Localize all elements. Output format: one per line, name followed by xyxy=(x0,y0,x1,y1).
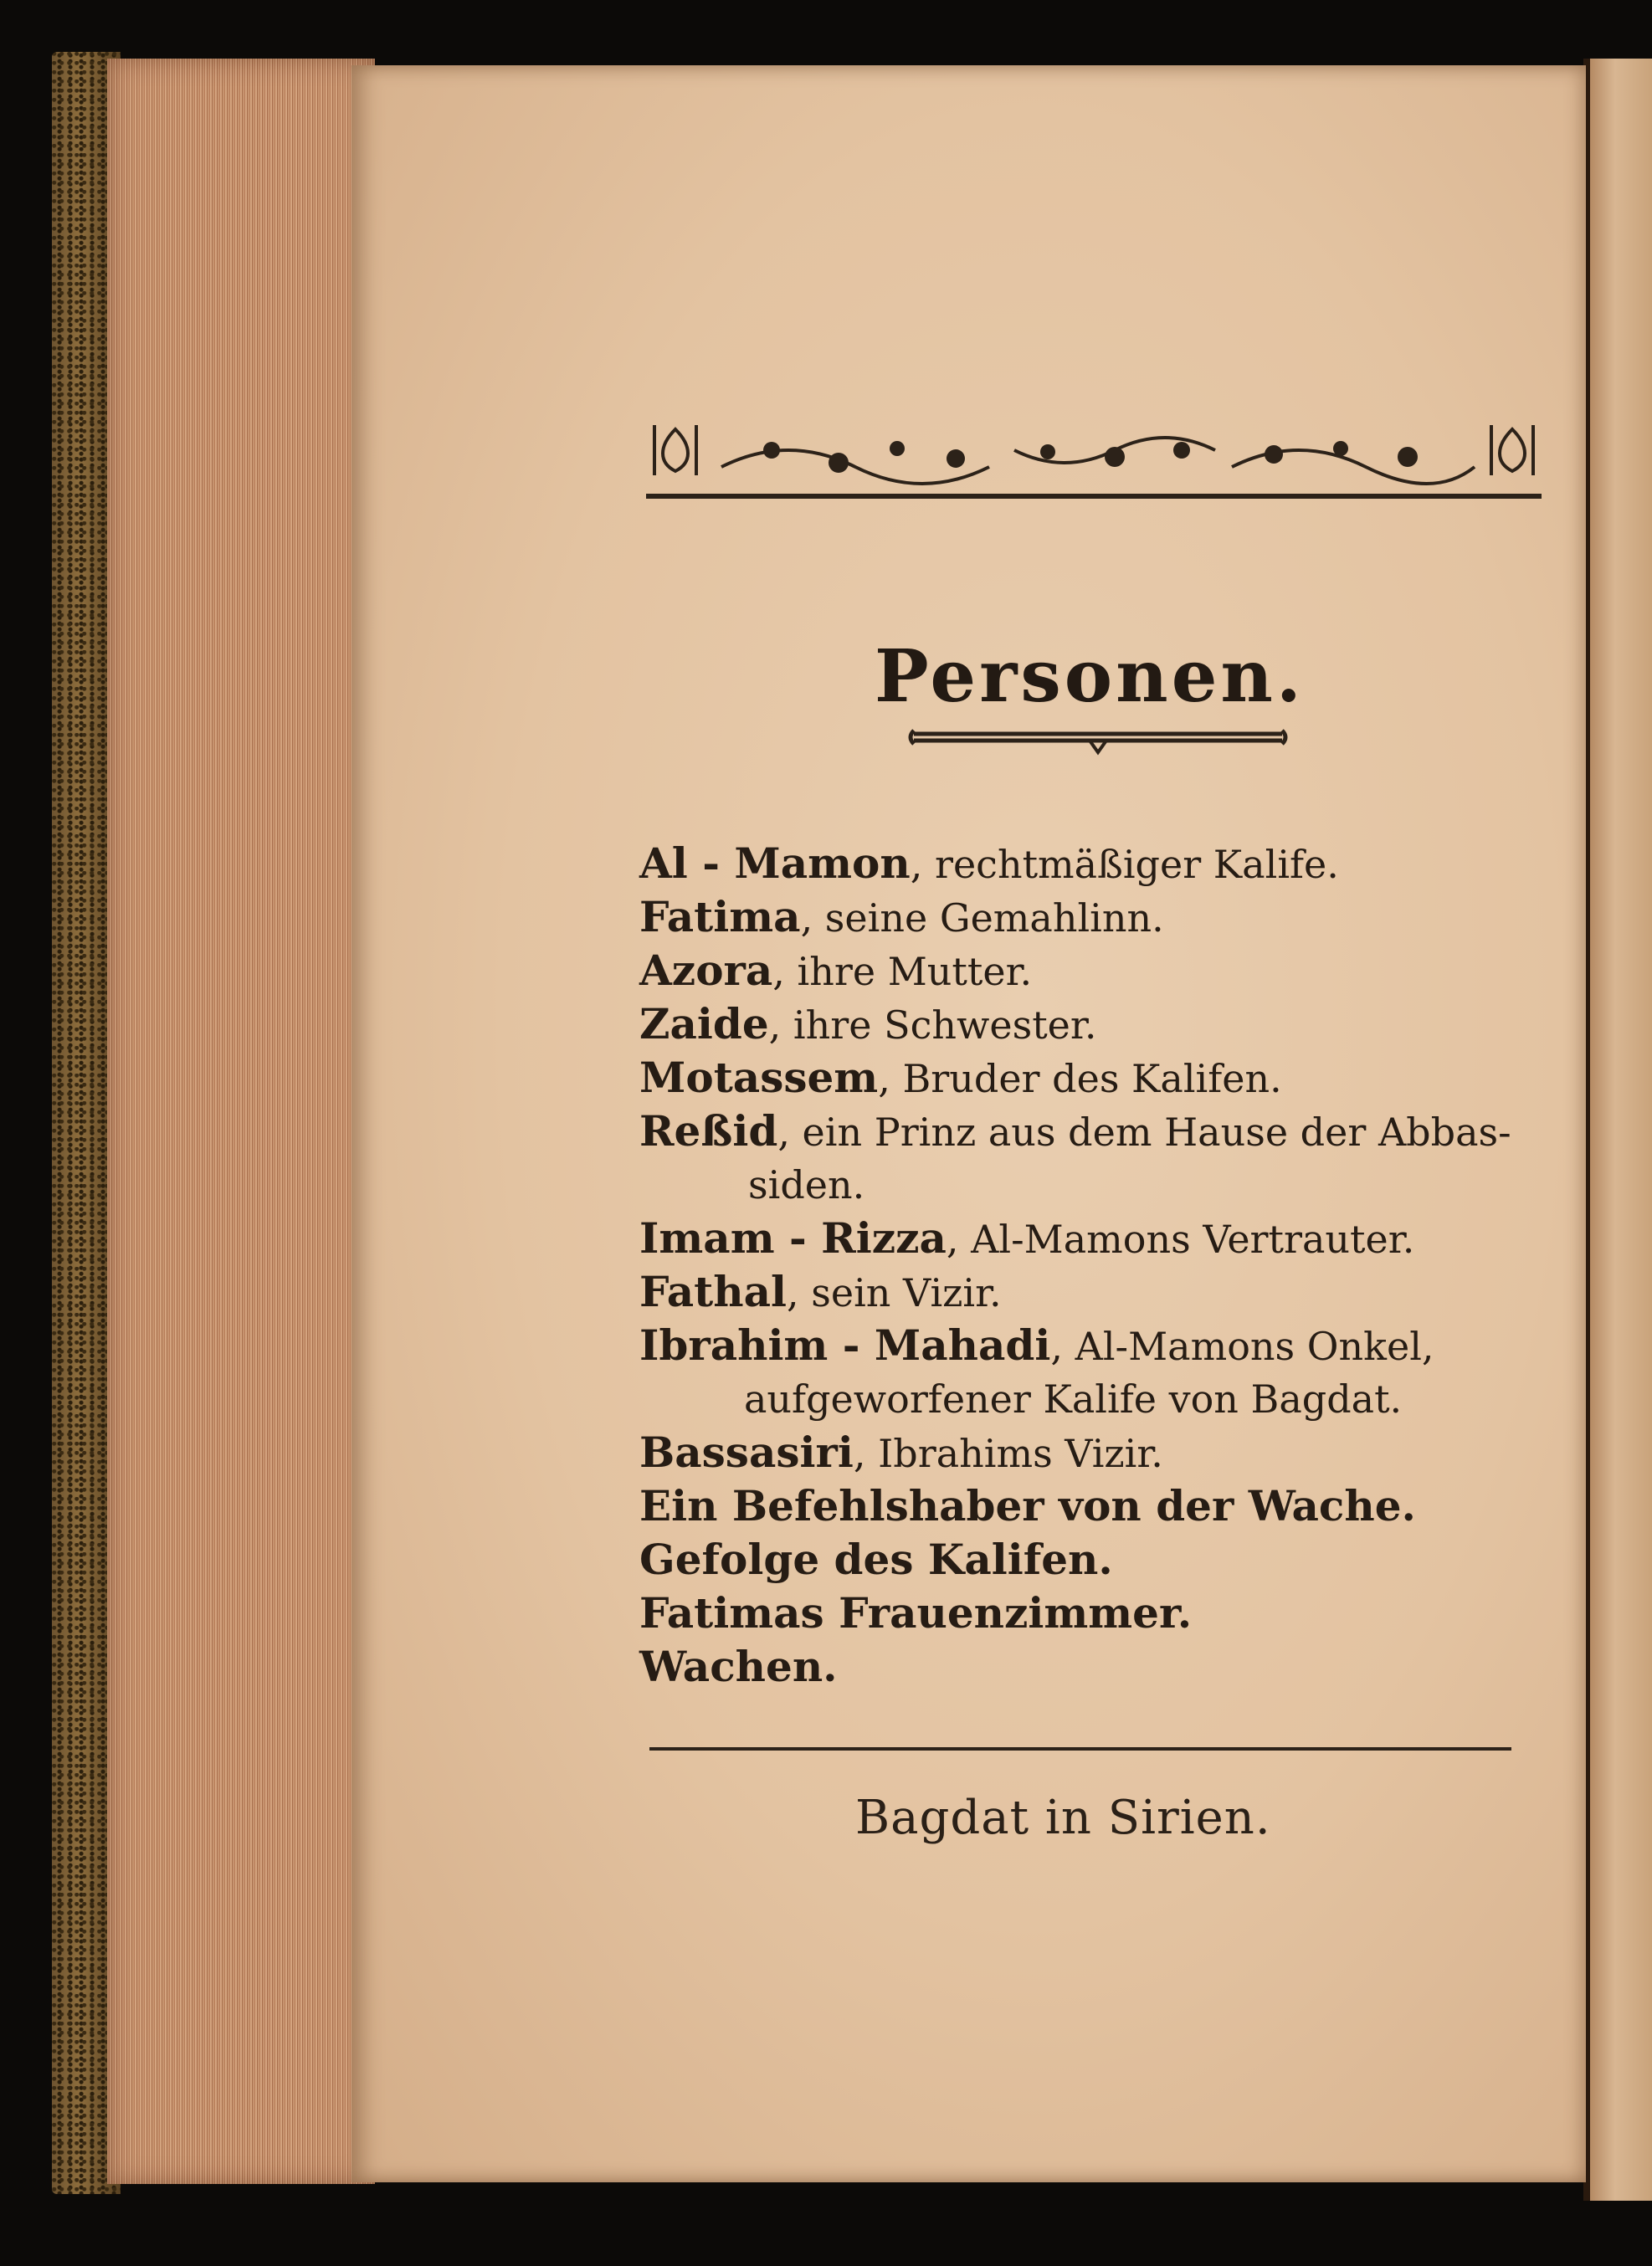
page-title: Personen. xyxy=(875,633,1305,719)
character-description: , ein Prinz aus dem Hause der Abbas- xyxy=(777,1110,1511,1155)
character-description: , Al-Mamons Vertrauter. xyxy=(946,1217,1415,1262)
character-name: Ibrahim - Mahadi xyxy=(639,1320,1051,1370)
character-name: Gefolge des Kalifen. xyxy=(639,1535,1113,1584)
floral-ornament-band xyxy=(646,417,1542,509)
character-name: Fatimas Frauenzimmer. xyxy=(639,1588,1193,1638)
character-name: Fathal xyxy=(639,1267,788,1316)
character-description: , ihre Schwester. xyxy=(768,1002,1097,1048)
cast-entry xyxy=(639,1587,1568,1640)
character-description: , seine Gemahlinn. xyxy=(800,895,1164,941)
cast-entry xyxy=(639,944,1568,997)
page-edges xyxy=(107,59,375,2184)
cast-entry xyxy=(639,1051,1568,1105)
character-name: Motassem xyxy=(639,1053,879,1102)
cast-entry-continuation xyxy=(639,1158,1568,1212)
cast-entry-continuation xyxy=(639,1372,1568,1426)
cast-entry xyxy=(639,837,1568,890)
character-description: , sein Vizir. xyxy=(787,1270,1002,1315)
title-flourish xyxy=(906,715,1290,757)
character-description: , Bruder des Kalifen. xyxy=(878,1056,1282,1101)
cast-entry xyxy=(639,1426,1568,1479)
section-divider xyxy=(649,1747,1511,1751)
cast-entry xyxy=(639,1640,1568,1694)
character-description: , Al-Mamons Onkel, xyxy=(1050,1324,1434,1369)
cast-entry xyxy=(639,1533,1568,1587)
character-name: Zaide xyxy=(639,999,769,1048)
cast-entry xyxy=(639,997,1568,1051)
character-description: , rechtmäßiger Kalife. xyxy=(910,842,1339,887)
character-name: Fatima xyxy=(639,892,801,941)
cast-entry xyxy=(639,1319,1568,1372)
cast-entry xyxy=(639,1212,1568,1265)
cast-entry xyxy=(639,890,1568,944)
cast-entry xyxy=(639,1265,1568,1319)
setting-location: Bagdat in Sirien. xyxy=(855,1791,1271,1845)
cast-entry xyxy=(639,1479,1568,1533)
character-name: Al - Mamon xyxy=(639,838,911,888)
cast-list xyxy=(639,837,1568,1694)
character-description: , Ibrahims Vizir. xyxy=(853,1431,1163,1476)
character-description: , ihre Mutter. xyxy=(772,949,1033,994)
cast-entry xyxy=(639,1105,1568,1158)
character-description: siden. xyxy=(748,1162,865,1207)
character-name: Ein Befehlshaber von der Wache. xyxy=(639,1481,1416,1530)
character-name: Azora xyxy=(639,946,773,995)
character-name: Imam - Rizza xyxy=(639,1213,947,1263)
facing-page-edge xyxy=(1590,59,1652,2201)
character-name: Reßid xyxy=(639,1106,778,1156)
character-name: Wachen. xyxy=(639,1642,838,1691)
character-name: Bassasiri xyxy=(639,1428,854,1477)
character-description: aufgeworfener Kalife von Bagdat. xyxy=(744,1377,1403,1422)
